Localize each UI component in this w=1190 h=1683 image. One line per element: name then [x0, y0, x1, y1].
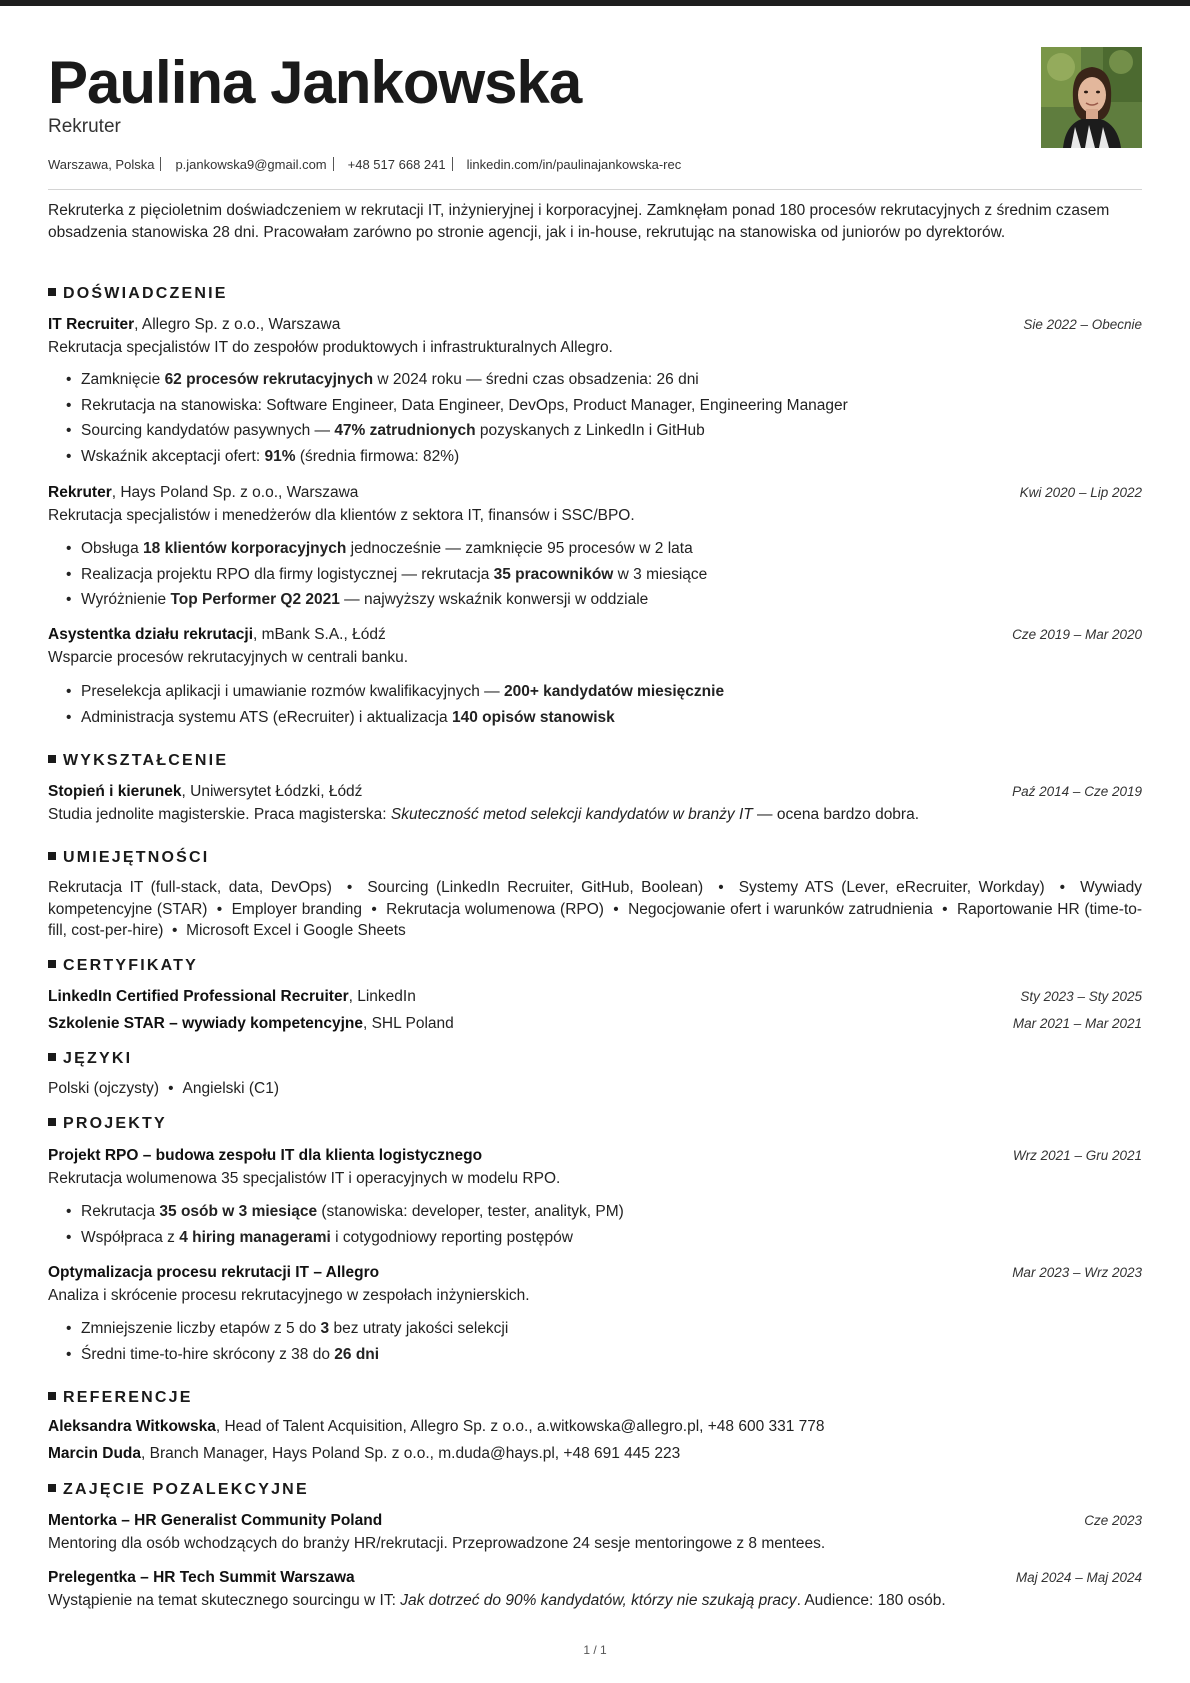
school-name: , Uniwersytet Łódzki, Łódź — [181, 783, 363, 800]
project-date: Mar 2023 – Wrz 2023 — [1012, 1265, 1142, 1280]
certificate-date: Sty 2023 – Sty 2025 — [1020, 989, 1142, 1004]
bullet-item: • Realizacja projektu RPO dla firmy logistycznej — rekrutacja 35 pracowników w 3 miesiące — [81, 562, 707, 588]
bullet-item: • Sourcing kandydatów pasywnych — 47% zatrudnionych pozyskanych z LinkedIn i GitHub — [81, 418, 848, 444]
reference-entry: Marcin Duda, Branch Manager, Hays Poland Sp. z o.o., m.duda@hays.pl, +48 691 445 223 — [48, 1445, 681, 1462]
activity-title: Prelegentka – HR Tech Summit Warszawa — [48, 1569, 355, 1586]
section-heading-education: WYKSZTAŁCENIE — [48, 752, 228, 770]
activity-date: Cze 2023 — [1084, 1513, 1142, 1528]
bullet-item: • Zamknięcie 62 procesów rekrutacyjnych w 2024 roku — średni czas obsadzenia: 26 dni — [81, 367, 848, 393]
resume-page — [48, 0, 1143, 1609]
bullet-item: • Wyróżnienie Top Performer Q2 2021 — najwyższy wskaźnik konwersji w oddziale — [81, 587, 707, 613]
experience-entry-title — [48, 484, 1142, 502]
project-description: Rekrutacja wolumenowa 35 specjalistów IT i operacyjnych w modelu RPO. — [48, 1170, 561, 1187]
project-title: Projekt RPO – budowa zespołu IT dla klienta logistycznego — [48, 1147, 483, 1164]
project-title: Optymalizacja procesu rekrutacji IT – Allegro — [48, 1264, 380, 1281]
email-link[interactable]: p.jankowska9@gmail.com — [175, 157, 327, 172]
project-bullets — [81, 1199, 624, 1250]
bullet-item: • Średni time-to-hire skrócony z 38 do 26 dni — [81, 1342, 508, 1368]
candidate-name: Paulina Jankowska — [48, 49, 582, 116]
skill-item: Raportowanie HR (time-to-fill, cost-per-hire) — [48, 900, 1143, 939]
resume-header — [48, 0, 1142, 190]
certificate-entry: Szkolenie STAR – wywiady kompetencyjne, SHL Poland — [48, 1015, 454, 1032]
education-entry-title — [48, 783, 1142, 801]
section-heading-extracurricular: ZAJĘCIE POZALEKCYJNE — [48, 1481, 309, 1499]
reference-entry: Aleksandra Witkowska, Head of Talent Acquisition, Allegro Sp. z o.o., a.witkowska@allegro.pl, +48 600 331 778 — [48, 1418, 825, 1435]
bullet-item: • Rekrutacja 35 osób w 3 miesiące (stanowiska: developer, tester, analityk, PM) — [81, 1199, 624, 1225]
bullet-item: • Administracja systemu ATS (eRecruiter) i aktualizacja 140 opisów stanowisk — [81, 705, 724, 731]
skill-item: Microsoft Excel i Google Sheets — [186, 922, 406, 939]
skill-item: Wywiady kompetencyjne (STAR) — [48, 879, 1142, 918]
education-date: Paź 2014 – Cze 2019 — [1012, 784, 1142, 799]
experience-date: Kwi 2020 – Lip 2022 — [1019, 485, 1142, 500]
experience-description: Rekrutacja specjalistów i menedżerów dla klientów z sektora IT, finansów i SSC/BPO. — [48, 507, 635, 524]
certificate-date: Mar 2021 – Mar 2021 — [1012, 1016, 1142, 1031]
candidate-role: Rekruter — [48, 116, 121, 137]
languages-list: Polski (ojczysty) • Angielski (C1) — [48, 1080, 280, 1097]
contact-line — [48, 157, 681, 172]
phone-text: +48 517 668 241 — [347, 157, 446, 172]
summary-text: Rekruterka z pięcioletnim doświadczeniem w rekrutacji IT, inżynieryjnej i korporacyjnej. Zamknęłam ponad 180 procesów rekrutacyjnych z średnim czasem obsadzenia stanowiska 28 dni. Pracowałam zarówno po stronie agencji, jak i in-house, rekrutując na stanowiska od juniorów po dyrektorów. — [48, 202, 1110, 241]
bullet-item: • Współpraca z 4 hiring managerami i cotygodniowy reporting postępów — [81, 1225, 624, 1251]
project-date: Wrz 2021 – Gru 2021 — [1012, 1148, 1142, 1163]
separator — [333, 157, 334, 171]
section-heading-projects: PROJEKTY — [48, 1115, 167, 1133]
experience-description: Wsparcie procesów rekrutacyjnych w centrali banku. — [48, 649, 409, 666]
profile-photo — [1041, 47, 1142, 148]
experience-entry-title — [48, 316, 1142, 334]
certificate-entry: LinkedIn Certified Professional Recruiter, LinkedIn — [48, 988, 416, 1005]
experience-date: Sie 2022 – Obecnie — [1023, 317, 1142, 332]
skills-list: Rekrutacja IT (full-stack, data, DevOps) • Sourcing (LinkedIn Recruiter, GitHub, Boolean) • Systemy ATS (Lever, eRecruiter, Workday) • Wywiady kompetencyjne (STAR) • Employer branding • Rekrutacja wolumenowa (RPO) • Negocjowanie ofert i warunków zatrudnienia • Raportowanie HR (time-to-fill, cost-per-hire) • Microsoft Excel i Google Sheets — [48, 879, 1143, 939]
bullet-item: • Zmniejszenie liczby etapów z 5 do 3 bez utraty jakości selekcji — [81, 1316, 508, 1342]
experience-bullets — [81, 367, 848, 469]
bullet-item: • Wskaźnik akceptacji ofert: 91% (średnia firmowa: 82%) — [81, 444, 848, 470]
header-divider — [48, 189, 1142, 190]
job-title: Asystentka działu rekrutacji — [48, 626, 254, 643]
section-heading-skills: UMIEJĘTNOŚCI — [48, 849, 209, 867]
job-org: , Hays Poland Sp. z o.o., Warszawa — [111, 484, 359, 501]
activity-title: Mentorka – HR Generalist Community Poland — [48, 1512, 383, 1529]
activity-description: Wystąpienie na temat skutecznego sourcingu w IT: Jak dotrzeć do 90% kandydatów, którzy nie szukają pracy. Audience: 180 osób. — [48, 1592, 946, 1609]
activity-description: Mentoring dla osób wchodzących do branży HR/rekrutacji. Przeprowadzone 24 sesje mentoringowe z 8 mentees. — [48, 1535, 826, 1552]
job-org: , mBank S.A., Łódź — [253, 626, 386, 643]
experience-description: Rekrutacja specjalistów IT do zespołów produktowych i infrastrukturalnych Allegro. — [48, 339, 613, 356]
experience-bullets — [81, 679, 724, 730]
separator — [160, 157, 161, 171]
experience-bullets — [81, 536, 707, 613]
experience-entry-title — [48, 626, 1142, 644]
degree-title: Stopień i kierunek — [48, 783, 182, 800]
skill-item: Rekrutacja wolumenowa (RPO) — [386, 900, 604, 918]
skill-item: Systemy ATS (Lever, eRecruiter, Workday) — [738, 879, 1045, 896]
section-heading-certificates: CERTYFIKATY — [48, 957, 198, 975]
location-text: Warszawa, Polska — [48, 157, 155, 172]
skill-item: Employer branding — [231, 900, 363, 918]
skill-item: Rekrutacja IT (full-stack, data, DevOps) — [48, 879, 332, 896]
page-number: 1 / 1 — [583, 1643, 607, 1657]
job-title: Rekruter — [48, 484, 112, 501]
experience-date: Cze 2019 – Mar 2020 — [1012, 627, 1142, 642]
bullet-item: • Preselekcja aplikacji i umawianie rozmów kwalifikacyjnych — 200+ kandydatów miesięcznie — [81, 679, 724, 705]
section-heading-languages: JĘZYKI — [48, 1050, 132, 1068]
language-item: Angielski (C1) — [182, 1080, 280, 1097]
job-org: , Allegro Sp. z o.o., Warszawa — [134, 316, 341, 333]
bullet-item: • Obsługa 18 klientów korporacyjnych jednocześnie — zamknięcie 95 procesów w 2 lata — [81, 536, 707, 562]
bullet-item: • Rekrutacja na stanowiska: Software Engineer, Data Engineer, DevOps, Product Manager, Engineering Manager — [81, 393, 848, 419]
skill-item: Sourcing (LinkedIn Recruiter, GitHub, Boolean) — [367, 879, 704, 896]
job-title: IT Recruiter — [48, 316, 135, 333]
section-heading-references: REFERENCJE — [48, 1389, 193, 1407]
activity-date: Maj 2024 – Maj 2024 — [1015, 1570, 1142, 1585]
language-item: Polski (ojczysty) — [48, 1080, 160, 1097]
project-description: Analiza i skrócenie procesu rekrutacyjnego w zespołach inżynierskich. — [48, 1287, 530, 1304]
section-heading-experience: DOŚWIADCZENIE — [48, 285, 228, 303]
education-description: Studia jednolite magisterskie. Praca magisterska: Skuteczność metod selekcji kandydatów w branży IT — ocena bardzo dobra. — [48, 806, 920, 823]
linkedin-link[interactable]: linkedin.com/in/paulinajankowska-rec — [466, 157, 682, 172]
project-bullets — [81, 1316, 508, 1367]
skill-item: Negocjowanie ofert i warunków zatrudnienia — [628, 900, 933, 918]
separator — [452, 157, 453, 171]
